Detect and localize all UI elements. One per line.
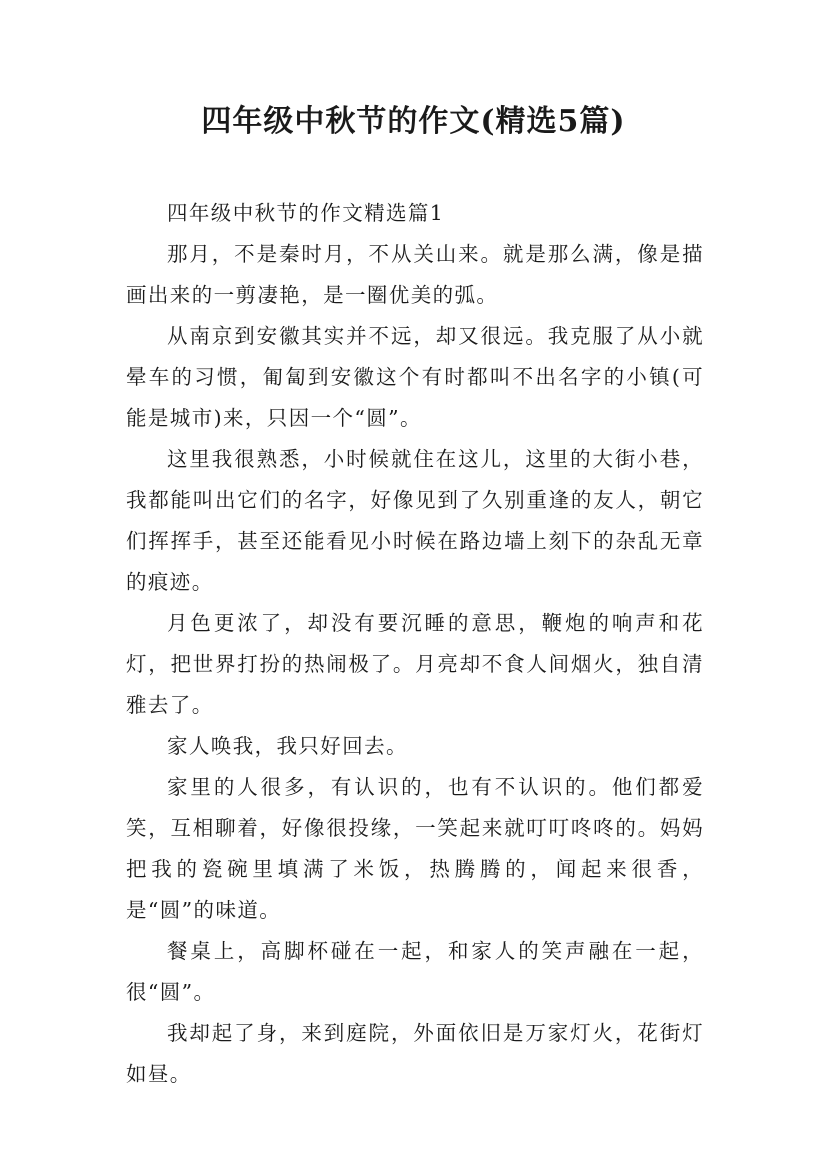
paragraph: 这里我很熟悉，小时候就住在这儿，这里的大街小巷，我都能叫出它们的名字，好像见到了久别重逢的友人，朝它们挥挥手，甚至还能看见小时候在路边墙上刻下的杂乱无章的痕迹。: [126, 447, 704, 594]
paragraph: 我却起了身，来到庭院，外面依旧是万家灯火，花街灯如昼。: [126, 1021, 704, 1086]
paragraph: 月色更浓了，却没有要沉睡的意思，鞭炮的响声和花灯，把世界打扮的热闹极了。月亮却不食人间烟火，独自清雅去了。: [126, 611, 704, 717]
paragraph: 家里的人很多，有认识的，也有不认识的。他们都爱笑，互相聊着，好像很投缘，一笑起来就叮叮咚咚的。妈妈把我的瓷碗里填满了米饭，热腾腾的，闻起来很香，是“圆”的味道。: [126, 775, 704, 922]
section-heading: 四年级中秋节的作文精选篇1: [167, 201, 445, 225]
paragraph: 家人唤我，我只好回去。: [167, 734, 408, 758]
paragraph: 餐桌上，高脚杯碰在一起，和家人的笑声融在一起，很“圆”。: [126, 939, 704, 1004]
document-title: 四年级中秋节的作文(精选5篇): [201, 104, 626, 139]
paragraph: 从南京到安徽其实并不远，却又很远。我克服了从小就晕车的习惯，匍匐到安徽这个有时都叫不出名字的小镇(可能是城市)来，只因一个“圆”。: [126, 324, 704, 430]
paragraph: 那月，不是秦时月，不从关山来。就是那么满，像是描画出来的一剪凄艳，是一圈优美的弧。: [126, 242, 704, 307]
document-body: [126, 193, 704, 1095]
